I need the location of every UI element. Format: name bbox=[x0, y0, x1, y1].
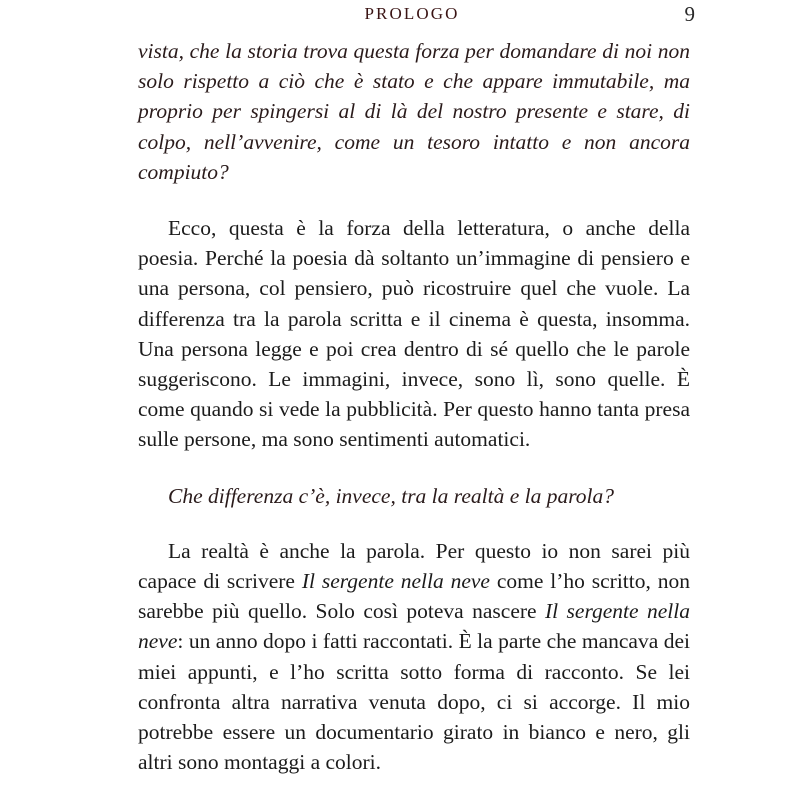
page-number: 9 bbox=[684, 2, 695, 26]
paragraph-question-reality-word: Che differenza c’è, invece, tra la realtà e la parola? bbox=[168, 483, 615, 508]
answer-text-part-1: La realtà è anche la parola. Per questo io non sarei più capace di scrivere bbox=[138, 538, 690, 594]
book-title-reference-2: Il sergente nella neve bbox=[138, 599, 690, 654]
paragraph-answer-literature: Ecco, questa è la forza della letteratura, o anche della poesia. Perché la poesia dà soltanto un’immagine di pensiero e una persona, col pensiero, può ricostruire quel che vuole. La differenza tra la parola scritta e il cinema è questa, insomma. Una persona legge e poi crea dentro di sé quello che le parole suggeriscono. Le immagini, invece, sono lì, sono quelle. È come quando si vede la pubblicità. Per questo hanno tanta presa sulle persone, ma sono sentimenti automatici. bbox=[138, 216, 690, 452]
body-column bbox=[138, 36, 690, 777]
paragraph-question-continued: vista, che la storia trova questa forza per domandare di noi non solo rispetto a ciò che è stato e che appare immutabile, ma proprio per spingersi al di là del nostro presente e stare, di colpo, nell’avvenire, come un tesoro intatto e non ancora compiuto? bbox=[138, 39, 690, 184]
running-head bbox=[138, 4, 686, 24]
paragraph-answer-reality-word bbox=[138, 536, 690, 778]
answer-text-part-3: : un anno dopo i fatti raccontati. È la parte che mancava dei miei appunti, e l’ho scritta sotto forma di racconto. Se lei confronta altra narrativa venuta dopo, ci si accorge. Il mio potrebbe essere un documentario girato in bianco e nero, gli altri sono montaggi a colori. bbox=[138, 629, 690, 775]
running-head-title: PROLOGO bbox=[364, 4, 460, 23]
book-title-reference-1: Il sergente nella neve bbox=[301, 569, 490, 594]
answer-text-part-2: come l’ho scritto, non sarebbe più quello. Solo così poteva nascere bbox=[138, 569, 690, 624]
